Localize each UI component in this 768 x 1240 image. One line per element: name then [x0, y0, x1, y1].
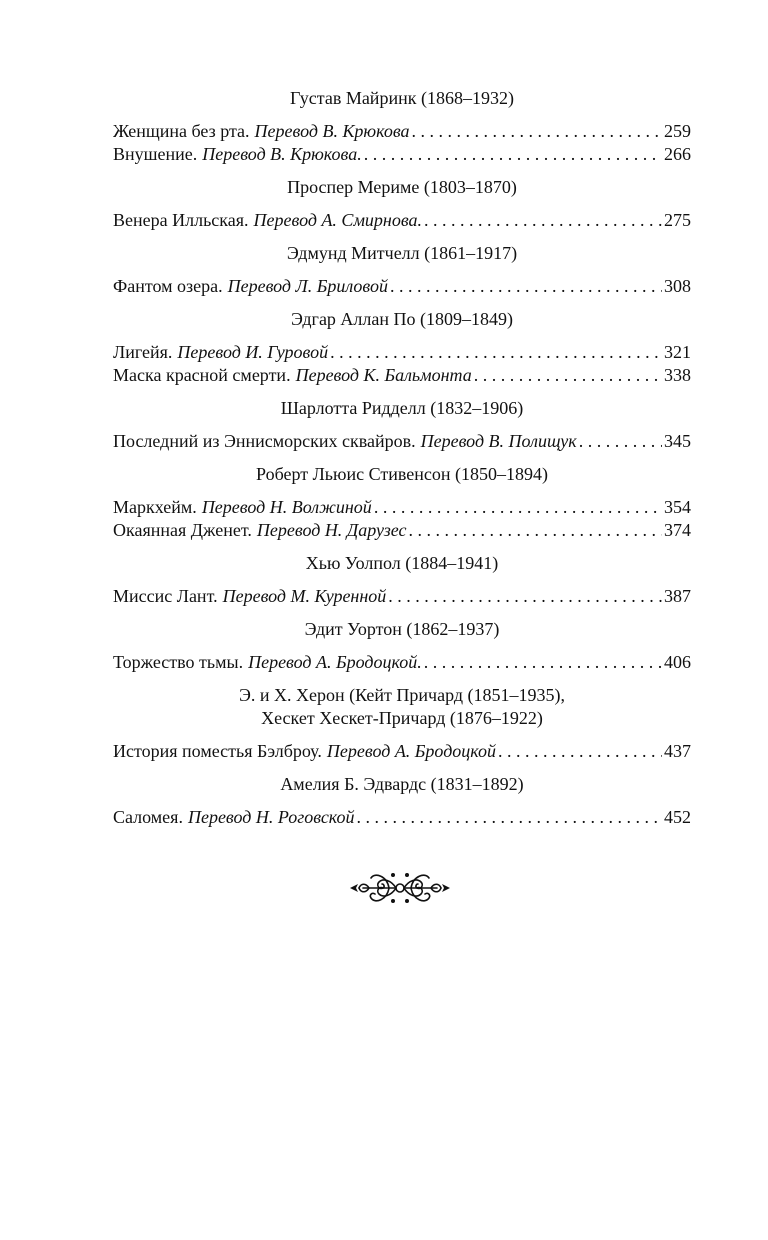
entry-title: Лигейя. — [113, 342, 173, 362]
toc-entry[interactable] — [113, 209, 691, 232]
toc-entry[interactable] — [113, 740, 691, 763]
table-of-contents — [113, 87, 691, 839]
entry-translator: Перевод Н. Волжиной — [201, 497, 372, 517]
author-heading: Густав Майринк (1868–1932) — [290, 88, 514, 108]
author-heading: Эдмунд Митчелл (1861–1917) — [286, 243, 518, 263]
author-heading — [113, 684, 691, 730]
entry-title: Венера Илльская. — [113, 210, 249, 230]
leader-dots — [579, 430, 662, 453]
entry-page: 406 — [664, 652, 691, 672]
entry-translator: Перевод Н. Дарузес — [256, 520, 407, 540]
entry-title: Внушение. — [113, 144, 198, 164]
entry-translator: Перевод В. Крюкова — [254, 121, 410, 141]
entry-title: Окаянная Дженет. — [113, 520, 252, 540]
toc-section — [113, 87, 691, 166]
entry-title: Маркхейм. — [113, 497, 197, 517]
entry-page: 308 — [664, 276, 691, 296]
leader-dots — [424, 209, 662, 232]
toc-section — [113, 308, 691, 387]
toc-entry[interactable] — [113, 806, 691, 829]
entry-translator: Перевод А. Смирнова. — [253, 210, 423, 230]
leader-dots — [474, 364, 662, 387]
entry-title: Последний из Эннисморских сквайров. — [113, 431, 416, 451]
toc-section — [113, 773, 691, 829]
toc-section — [113, 618, 691, 674]
author-heading: Эдгар Аллан По (1809–1849) — [290, 309, 514, 329]
leader-dots — [364, 143, 662, 166]
author-heading: Роберт Льюис Стивенсон (1850–1894) — [256, 464, 548, 484]
toc-entry[interactable] — [113, 496, 691, 519]
toc-entry[interactable] — [113, 364, 691, 387]
entry-page: 338 — [664, 365, 691, 385]
toc-section — [113, 242, 691, 298]
entry-page: 437 — [664, 741, 691, 761]
entry-page: 374 — [664, 520, 691, 540]
entry-translator: Перевод И. Гуровой — [177, 342, 329, 362]
entry-page: 321 — [664, 342, 691, 362]
toc-entry[interactable] — [113, 275, 691, 298]
entry-page: 452 — [664, 807, 691, 827]
author-heading-line: Э. и Х. Херон (Кейт Причард (1851–1935), — [238, 685, 566, 705]
entry-title: Торжество тьмы. — [113, 652, 244, 672]
entry-translator: Перевод К. Бальмонта — [295, 365, 472, 385]
author-heading: Амелия Б. Эдвардс (1831–1892) — [280, 774, 524, 794]
author-heading-line: Хескет Хескет-Причард (1876–1922) — [261, 708, 543, 728]
author-heading: Шарлотта Ридделл (1832–1906) — [280, 398, 524, 418]
toc-section — [113, 463, 691, 542]
toc-entry[interactable] — [113, 585, 691, 608]
entry-title: История поместья Бэлброу. — [113, 741, 322, 761]
toc-entry[interactable] — [113, 651, 691, 674]
toc-entry[interactable] — [113, 430, 691, 453]
entry-translator: Перевод А. Бродоцкой — [326, 741, 497, 761]
leader-dots — [498, 740, 662, 763]
toc-entry[interactable] — [113, 143, 691, 166]
toc-section — [113, 552, 691, 608]
entry-translator: Перевод Н. Роговской — [187, 807, 355, 827]
toc-section — [113, 397, 691, 453]
entry-title: Фантом озера. — [113, 276, 223, 296]
toc-section — [113, 684, 691, 763]
author-heading: Хью Уолпол (1884–1941) — [305, 553, 499, 573]
entry-page: 259 — [664, 121, 691, 141]
entry-title: Миссис Лант. — [113, 586, 218, 606]
entry-translator: Перевод В. Полищук — [420, 431, 577, 451]
leader-dots — [357, 806, 662, 829]
entry-title: Женщина без рта. — [113, 121, 250, 141]
toc-entry[interactable] — [113, 519, 691, 542]
entry-page: 345 — [664, 431, 691, 451]
leader-dots — [374, 496, 662, 519]
entry-translator: Перевод А. Бродоцкой. — [248, 652, 422, 672]
leader-dots — [390, 275, 662, 298]
floral-ornament-icon — [349, 866, 451, 910]
leader-dots — [330, 341, 662, 364]
entry-translator: Перевод Л. Бриловой — [227, 276, 388, 296]
toc-entry[interactable] — [113, 120, 691, 143]
toc-entry[interactable] — [113, 341, 691, 364]
leader-dots — [388, 585, 662, 608]
leader-dots — [424, 651, 662, 674]
entry-title: Маска красной смерти. — [113, 365, 291, 385]
entry-translator: Перевод В. Крюкова. — [202, 144, 362, 164]
entry-page: 387 — [664, 586, 691, 606]
leader-dots — [412, 120, 662, 143]
entry-translator: Перевод М. Куренной — [222, 586, 387, 606]
author-heading: Эдит Уортон (1862–1937) — [304, 619, 500, 639]
entry-page: 275 — [664, 210, 691, 230]
leader-dots — [409, 519, 662, 542]
toc-section — [113, 176, 691, 232]
entry-title: Саломея. — [113, 807, 183, 827]
entry-page: 354 — [664, 497, 691, 517]
entry-page: 266 — [664, 144, 691, 164]
author-heading: Проспер Мериме (1803–1870) — [287, 177, 517, 197]
